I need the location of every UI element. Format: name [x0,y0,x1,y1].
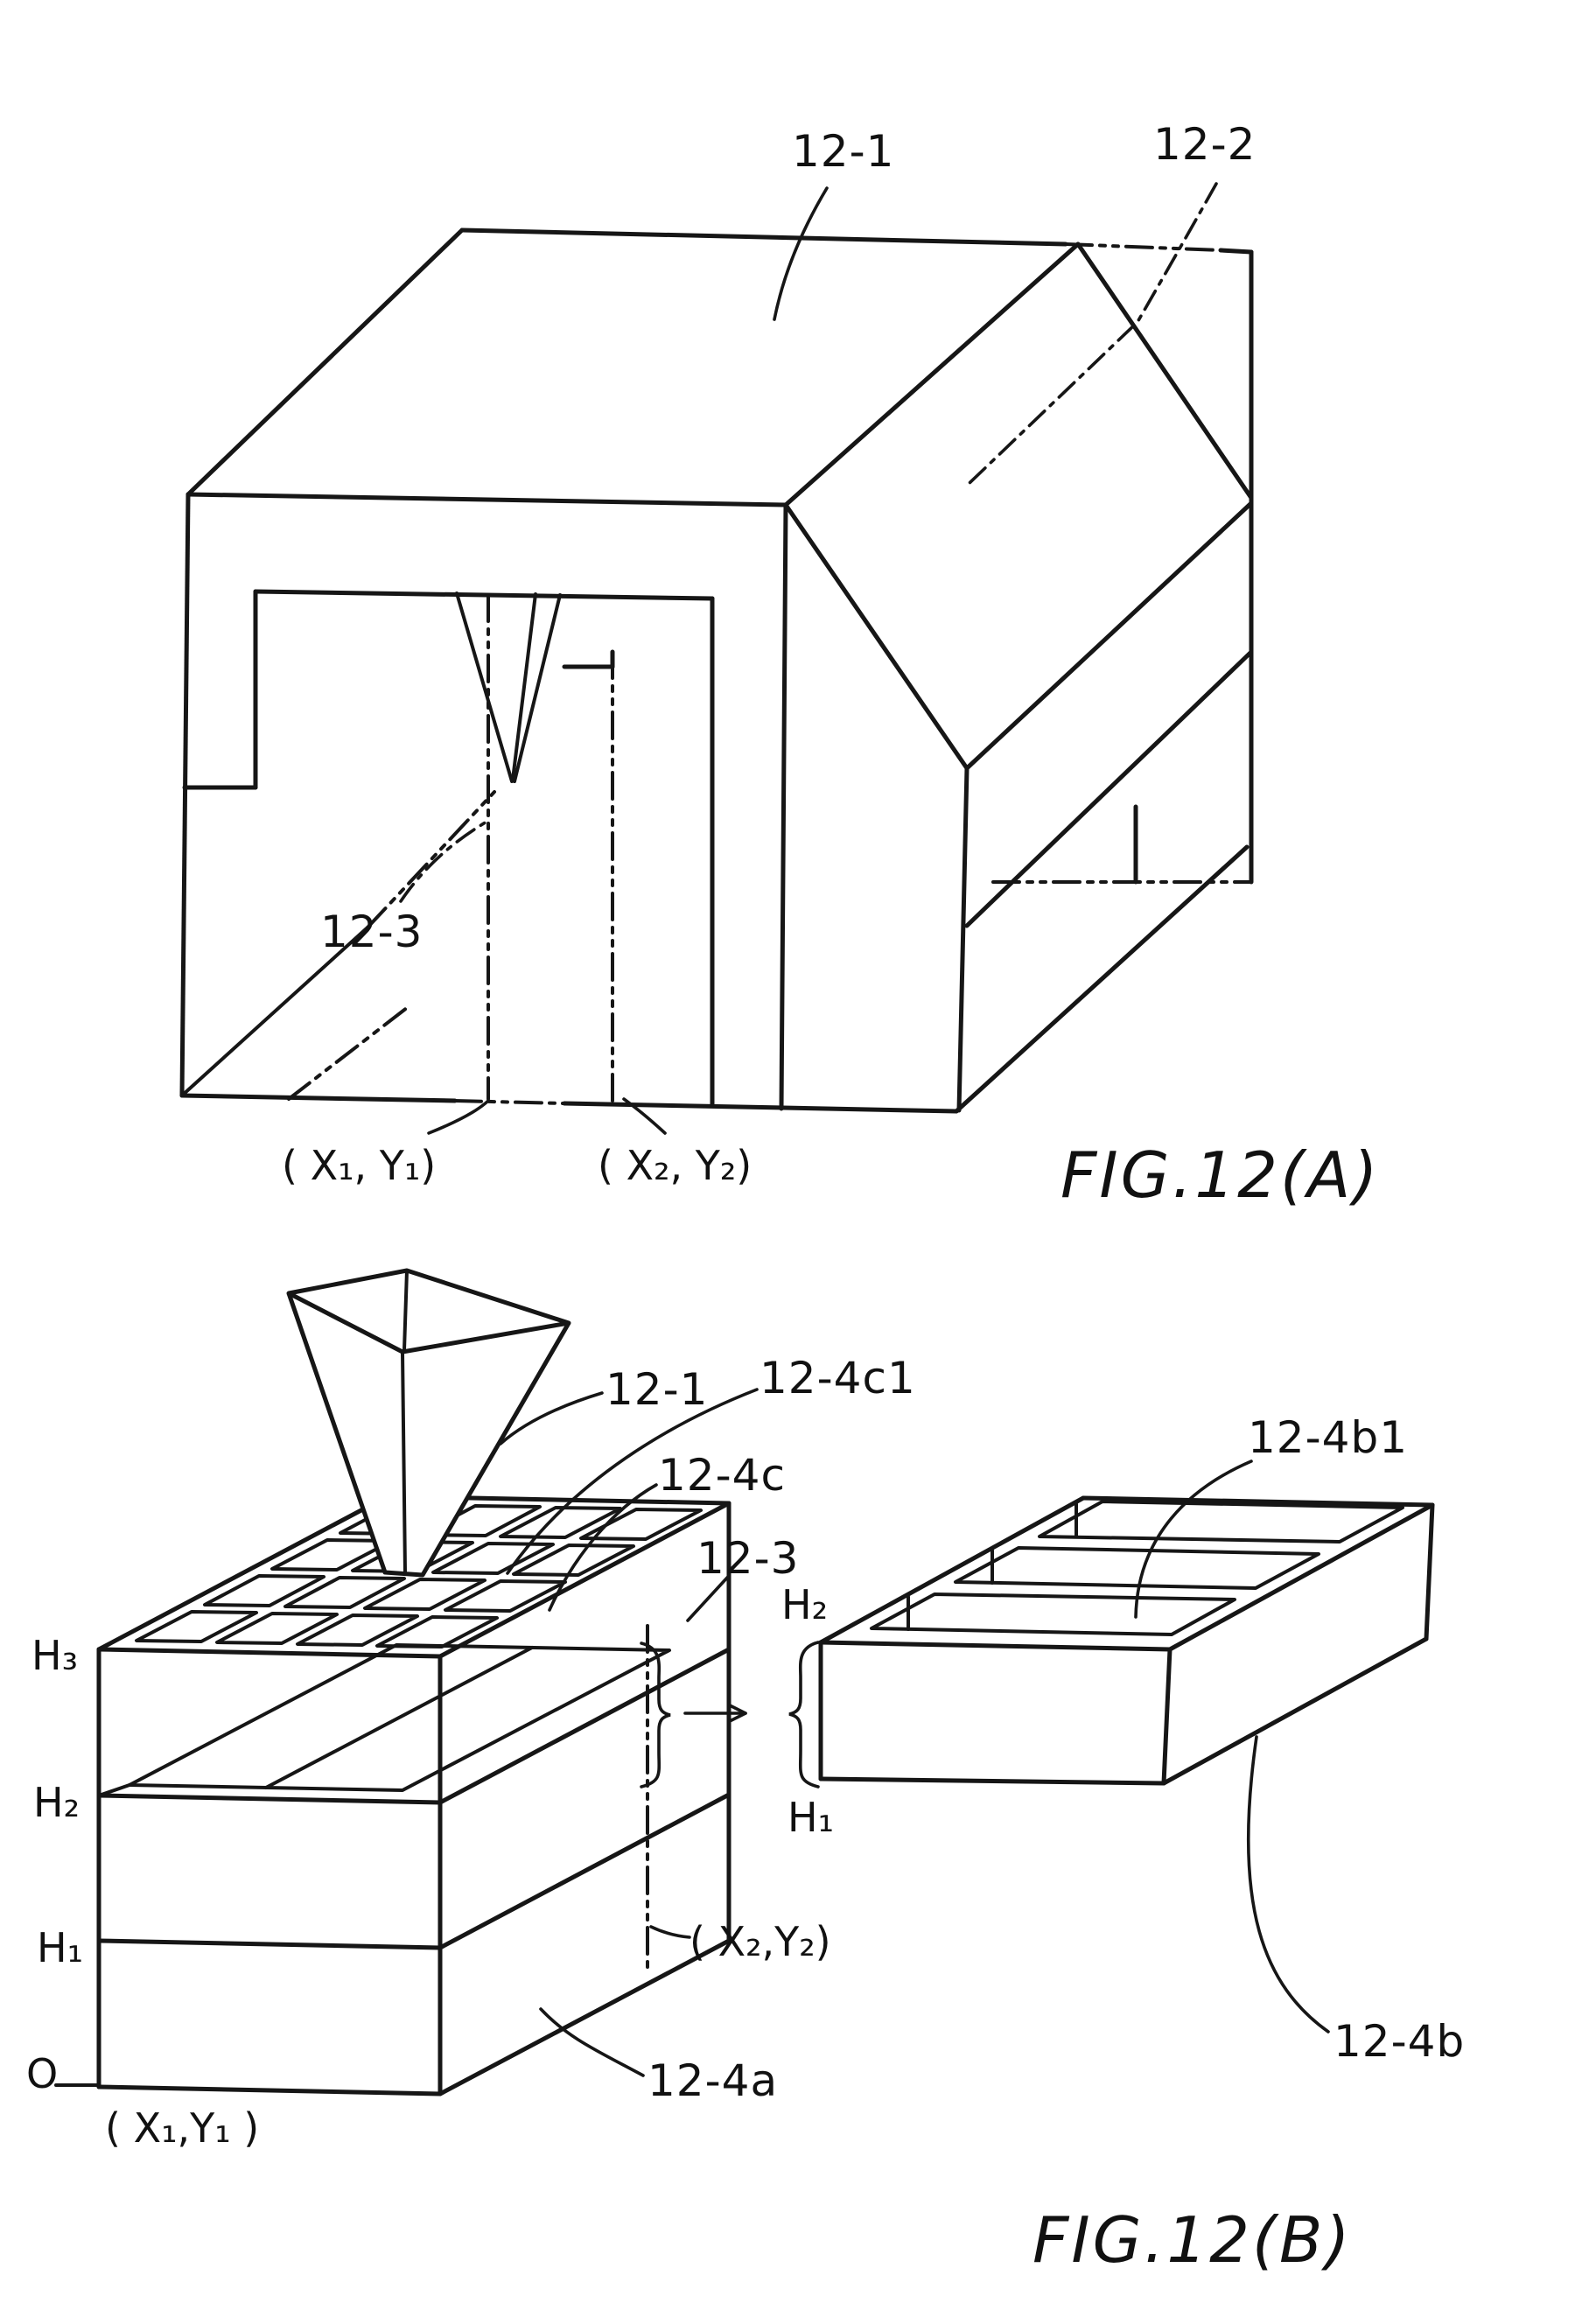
mold-frame-outline [182,230,1251,1111]
bottom-front-edge2 [564,1103,956,1111]
front-band-right-edge [781,505,786,1109]
top-right-edge [1170,1505,1432,1649]
caption-fig-12a: FIG.12(A) [1060,1138,1381,1212]
label-12-1-b: 12-1 [606,1364,709,1415]
label-x2y2-b: ( X₂,Y₂) [690,1918,831,1965]
wedge-right-side [514,595,560,781]
v-groove [786,184,1251,1110]
interior-diagonal-centerline2 [289,1004,411,1099]
figure-b [26,1270,1465,2277]
bottom-block-12-4a [56,1795,729,2094]
wedge-left-side [457,593,512,781]
label-12-4c1: 12-4c1 [760,1353,916,1404]
bottom-edge [99,2087,440,2094]
front-opening [185,505,786,1109]
interior-lines [182,595,612,1101]
bottom-front-edge-hidden [455,1101,564,1103]
label-12-4a: 12-4a [648,2055,779,2106]
top-back-edge [462,230,1066,244]
leader-12-4b [1249,1737,1328,2032]
label-12-3-b: 12-3 [696,1533,800,1584]
brace-left [641,1643,670,1787]
leader-x1y1 [429,1101,488,1133]
label-12-4b: 12-4b [1334,2016,1466,2067]
back-right-edge [1426,1505,1432,1639]
h1-right-slant [440,1795,729,1948]
slot-block-12-4b [821,1498,1432,1783]
bottom-front-edge [182,1096,455,1101]
slot-opening [956,1548,1319,1588]
top-back-edge-hidden [1066,244,1221,250]
slot-opening [1040,1502,1403,1542]
top-left-edge [821,1498,1083,1642]
label-x1y1-b: ( X₁,Y₁ ) [105,2104,260,2152]
dim-label-h1: H₁ [788,1794,835,1841]
dim-label-h2: H₂ [781,1581,829,1628]
label-12-1: 12-1 [792,126,895,177]
groove-centerline-12-2 [970,184,1216,483]
h2-level-line [99,1796,440,1802]
label-12-3: 12-3 [320,906,424,957]
top-back-edge-stub [1221,250,1251,252]
leader-12-4a [541,2009,643,2076]
top-left-edge [188,230,462,494]
grid-hole [217,1614,337,1643]
caption-fig-12b: FIG.12(B) [1032,2203,1353,2277]
axis-label-o: O [26,2050,59,2097]
wedge-inner-side [513,594,536,780]
leader-12-3 [401,821,488,901]
grid-hole [445,1581,565,1611]
right-face-front-edge [959,768,967,1110]
grid-hole [136,1612,256,1642]
label-12-2: 12-2 [1153,119,1256,170]
ring-divider [266,1648,532,1788]
slot-opening [872,1594,1235,1634]
axis-label-h1: H₁ [37,1924,84,1971]
left-front-edge [182,494,188,1096]
label-12-4c: 12-4c [658,1450,786,1501]
front-top-edge [821,1642,1170,1649]
label-12-4b1: 12-4b1 [1248,1412,1409,1463]
leader-x2y2 [651,1927,690,1937]
grid-hole [298,1615,417,1645]
v-wedge [457,593,560,781]
opening-top-edge [256,592,712,598]
h1-level-line [99,1941,440,1948]
bottom-back-silhouette [956,847,1247,1111]
grid-hole [205,1576,324,1606]
groove-left-rim [786,244,1078,505]
grid-hole [377,1617,497,1647]
transfer-arrow [685,1705,746,1721]
frame-ring-layer [99,1645,669,1948]
figure-a [182,119,1380,1212]
bottom-right-slant [1164,1639,1426,1783]
grid-hole [433,1544,553,1573]
groove-right-flank-edge [1078,244,1251,498]
label-x1y1: ( X₁, Y₁) [282,1142,437,1189]
leader-12-1 [774,188,827,319]
axis-label-h2: H₂ [33,1779,80,1826]
top-left-edge [99,1496,388,1649]
groove-valley-line [967,503,1251,768]
top-front-edge [188,494,786,505]
funnel-12-1 [289,1270,569,1575]
groove-left-flank-edge [786,505,967,768]
front-bottom-edge [821,1779,1164,1783]
axis-label-h3: H₃ [32,1632,79,1679]
front-right-edge [1164,1649,1170,1783]
label-x2y2: ( X₂, Y₂) [598,1142,752,1189]
leaders-b [500,1390,1328,2076]
grid-hole [285,1578,404,1607]
brace-right [789,1642,818,1787]
grid-hole [514,1545,634,1575]
grid-hole [365,1579,485,1609]
